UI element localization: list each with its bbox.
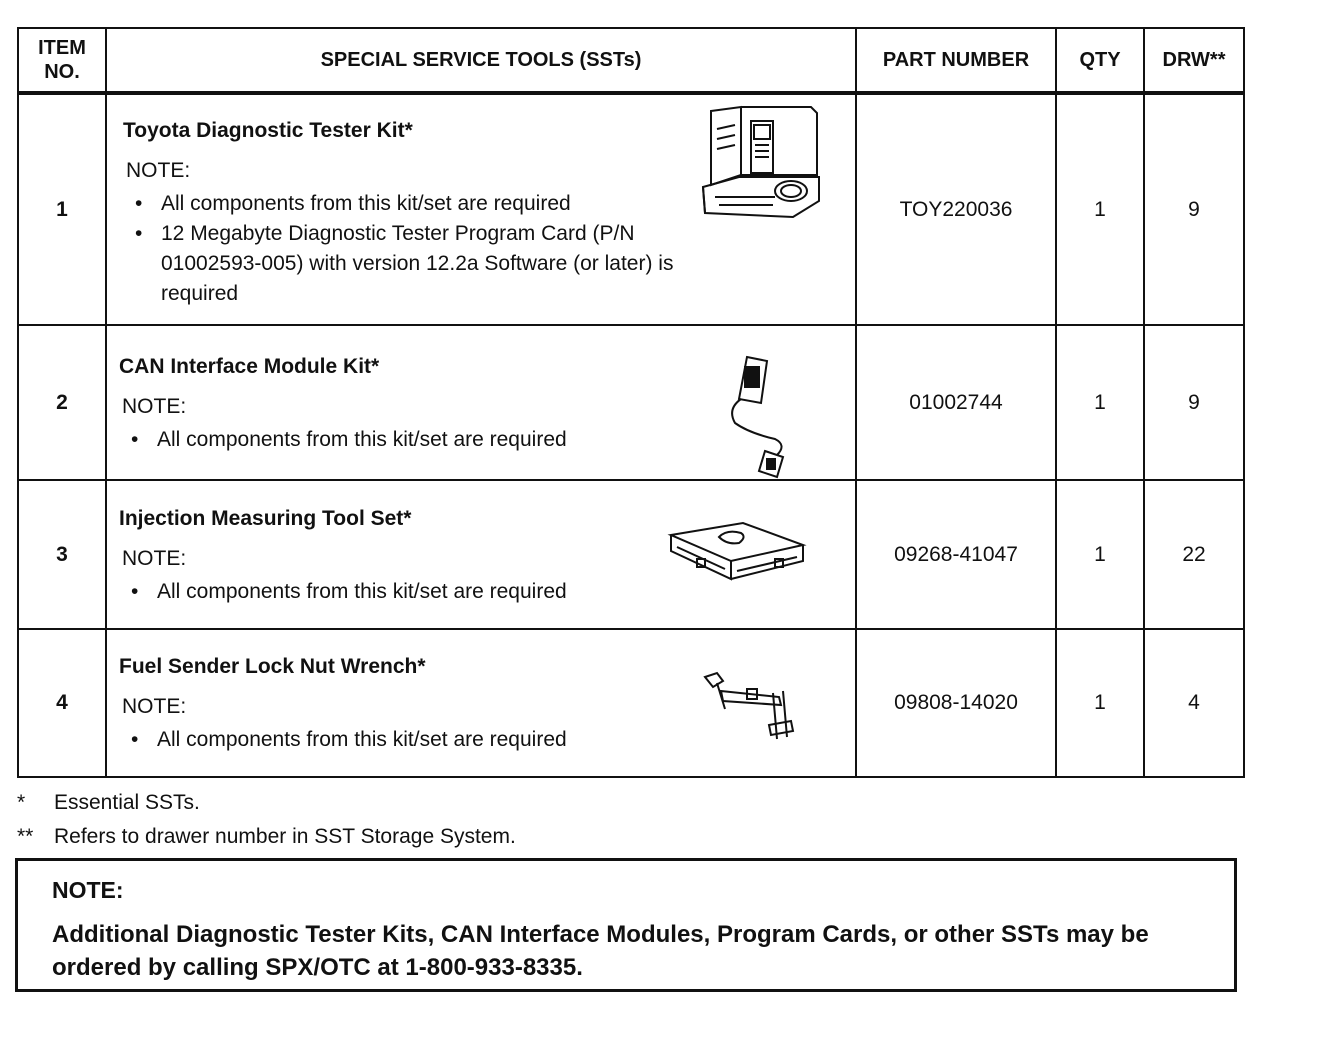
table-row: [18, 629, 1244, 777]
drw-value: 9: [1144, 93, 1244, 325]
drw-value: 22: [1144, 480, 1244, 629]
tool-title: Toyota Diagnostic Tester Kit*: [123, 118, 413, 142]
item-number: 1: [18, 93, 106, 325]
item-number: 4: [18, 629, 106, 777]
table-row: [18, 480, 1244, 629]
header-row: [18, 28, 1244, 93]
header-qty: QTY: [1056, 28, 1144, 93]
footnote-mark: **: [17, 825, 34, 848]
tool-description: [106, 629, 856, 777]
part-number: 01002744: [856, 325, 1056, 480]
qty-value: 1: [1056, 93, 1144, 325]
tool-case-icon: [667, 521, 807, 591]
bullet-item: • All components from this kit/set are required: [157, 725, 843, 755]
header-part-number: PART NUMBER: [856, 28, 1056, 93]
note-label: NOTE:: [122, 695, 187, 718]
header-tools: SPECIAL SERVICE TOOLS (SSTs): [106, 28, 856, 93]
note-label: NOTE:: [122, 546, 187, 570]
sst-table: [17, 27, 1245, 778]
header-drw: DRW**: [1144, 28, 1244, 93]
drw-value: 4: [1144, 629, 1244, 777]
item-number: 3: [18, 480, 106, 629]
part-number: TOY220036: [856, 93, 1056, 325]
tool-description: [106, 480, 856, 629]
note-box: [15, 858, 1237, 992]
tool-title: CAN Interface Module Kit*: [119, 354, 380, 378]
note-box-body: Additional Diagnostic Tester Kits, CAN Interface Modules, Program Cards, or other SSTs may be ordered by calling SPX/OTC at 1-800-933-8335.: [52, 921, 1149, 981]
bullet-item: • All components from this kit/set are required: [157, 425, 843, 455]
bullet-item: • All components from this kit/set are required: [161, 189, 721, 219]
footnote-text: Refers to drawer number in SST Storage System.: [54, 825, 516, 848]
item-number: 2: [18, 325, 106, 480]
tool-description: [106, 325, 856, 480]
footnote-mark: *: [17, 791, 26, 814]
header-item-no: ITEM NO.: [18, 28, 106, 93]
bullet-item: • All components from this kit/set are required: [157, 577, 843, 607]
diagnostic-tester-case-icon: [699, 105, 824, 223]
can-module-icon: [719, 353, 799, 481]
table-row: [18, 93, 1244, 325]
qty-value: 1: [1056, 480, 1144, 629]
bullet-item: • 12 Megabyte Diagnostic Tester Program Card (P/N 01002593-005) with version 12.2a Software (or later) is required: [161, 219, 721, 309]
part-number: 09268-41047: [856, 480, 1056, 629]
qty-value: 1: [1056, 629, 1144, 777]
footnote-text: Essential SSTs.: [54, 791, 200, 814]
note-box-heading: NOTE:: [52, 877, 124, 903]
note-label: NOTE:: [122, 394, 187, 418]
table-row: [18, 325, 1244, 480]
qty-value: 1: [1056, 325, 1144, 480]
drw-value: 9: [1144, 325, 1244, 480]
note-label: NOTE:: [126, 158, 191, 182]
part-number: 09808-14020: [856, 629, 1056, 777]
wrench-icon: [703, 669, 799, 743]
tool-title: Fuel Sender Lock Nut Wrench*: [119, 655, 426, 678]
tool-title: Injection Measuring Tool Set*: [119, 506, 412, 530]
tool-description: [106, 93, 856, 325]
